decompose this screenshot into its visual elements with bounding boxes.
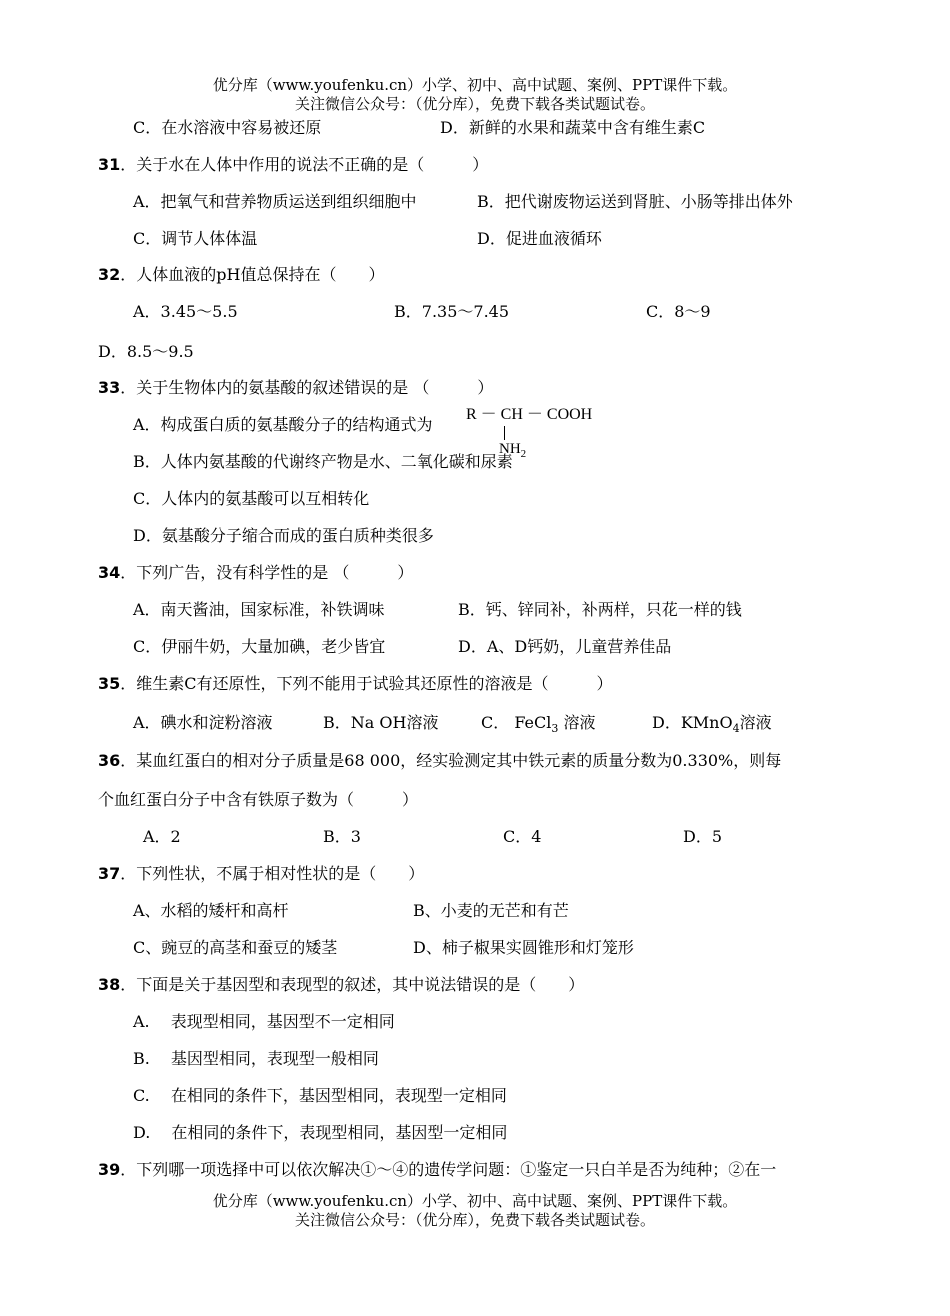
q31-option-c: C．调节人体体温 [133,229,258,248]
q35-stem [98,674,613,694]
amino-acid-formula-top: R － CH － COOH [466,406,593,423]
q34-text: ．下列广告，没有科学性的是 （ ） [120,563,414,582]
q38-option-a: A. 表现型相同，基因型不一定相同 [133,1012,395,1031]
q34-number: 34 [98,563,121,582]
q35-number: 35 [98,674,121,693]
q36-stem-line-1 [98,751,781,771]
q38-stem [98,975,584,995]
q32-option-b: B．7.35～7.45 [394,302,510,321]
q36-option-b: B．3 [323,827,361,846]
q39-stem [98,1160,776,1180]
q34-option-d: D．A、D钙奶，儿童营养佳品 [458,637,672,656]
q37-option-b: B、小麦的无芒和有芒 [413,901,569,920]
q35-option-d: D．KMnO$_4$溶液 [652,713,772,736]
q37-option-c: C、豌豆的高茎和蚕豆的矮茎 [133,938,338,957]
q31-text: ．关于水在人体中作用的说法不正确的是（ ） [120,155,489,174]
footer-line-1: 优分库（www.youfenku.cn）小学、初中、高中试题、案例、PPT课件下载。 [212,1192,738,1210]
q36-option-d: D．5 [683,827,723,846]
q33-stem [98,378,493,398]
q35-option-c: C． FeCl$_3$ 溶液 [481,713,596,736]
q38-number: 38 [98,975,121,994]
q35-option-a: A．碘水和淀粉溶液 [133,713,273,732]
q36-option-a: A．2 [143,827,181,846]
q38-option-d: D. 在相同的条件下，表现型相同，基因型一定相同 [133,1123,508,1142]
q32-stem [98,265,384,285]
q36-text: ．某血红蛋白的相对分子质量是68 000，经实验测定其中铁元素的质量分数为0.330%，则每 [120,751,782,770]
q32-option-d: D．8.5～9.5 [98,342,194,361]
q33-option-b: B．人体内氨基酸的代谢终产物是水、二氧化碳和尿素 [133,452,513,471]
prev-option-d: D．新鲜的水果和蔬菜中含有维生素C [440,118,706,137]
q34-stem [98,563,413,583]
footer-line-2: 关注微信公众号：（优分库），免费下载各类试题试卷。 [294,1211,655,1229]
q38-option-c: C. 在相同的条件下，基因型相同，表现型一定相同 [133,1086,507,1105]
q36-number: 36 [98,751,121,770]
q33-option-c: C．人体内的氨基酸可以互相转化 [133,489,370,508]
q34-option-c: C．伊丽牛奶，大量加碘，老少皆宜 [133,637,386,656]
amino-group-label: $NH_2$ [499,441,527,460]
header-line-2: 关注微信公众号：（优分库），免费下载各类试题试卷。 [294,95,655,113]
page-header [0,76,950,114]
q38-text: ．下面是关于基因型和表现型的叙述，其中说法错误的是（ ） [120,975,585,994]
q38-option-b: B. 基因型相同，表现型一般相同 [133,1049,379,1068]
page-footer [0,1192,950,1230]
q34-option-b: B．钙、锌同补，补两样，只花一样的钱 [458,600,742,619]
prev-option-c: C．在水溶液中容易被还原 [133,118,322,137]
q37-option-a: A、水稻的矮杆和高杆 [133,901,289,920]
q36-option-c: C．4 [503,827,542,846]
header-line-1: 优分库（www.youfenku.cn）小学、初中、高中试题、案例、PPT课件下载。 [212,76,738,94]
q37-option-d: D、柿子椒果实圆锥形和灯笼形 [413,938,634,957]
q31-stem [98,155,488,175]
q33-number: 33 [98,378,121,397]
q35-text: ．维生素C有还原性，下列不能用于试验其还原性的溶液是（ ） [120,674,613,693]
q31-option-a: A．把氧气和营养物质运送到组织细胞中 [133,192,417,211]
q33-text: ．关于生物体内的氨基酸的叙述错误的是 （ ） [120,378,494,397]
q37-stem [98,864,424,884]
q32-option-c: C．8～9 [646,302,711,321]
q37-number: 37 [98,864,121,883]
q31-option-d: D．促进血液循环 [477,229,602,248]
q32-text: ．人体血液的pH值总保持在（ ） [120,265,385,284]
q31-option-b: B．把代谢废物运送到肾脏、小肠等排出体外 [477,192,793,211]
q36-stem-line-2: 个血红蛋白分子中含有铁原子数为（ ） [98,790,419,809]
q35-option-b: B．Na OH溶液 [323,713,439,732]
q37-text: ．下列性状，不属于相对性状的是（ ） [120,864,425,883]
q34-option-a: A．南天酱油，国家标准，补铁调味 [133,600,385,619]
q32-option-a: A．3.45～5.5 [133,302,238,321]
amino-group-bond [504,426,505,440]
q33-option-d: D．氨基酸分子缩合而成的蛋白质种类很多 [133,526,434,545]
q31-number: 31 [98,155,121,174]
q32-number: 32 [98,265,121,284]
q39-text: ．下列哪一项选择中可以依次解决①～④的遗传学问题：①鉴定一只白羊是否为纯种；②在一 [120,1160,777,1179]
q39-number: 39 [98,1160,121,1179]
q33-option-a: A．构成蛋白质的氨基酸分子的结构通式为 [133,415,433,434]
